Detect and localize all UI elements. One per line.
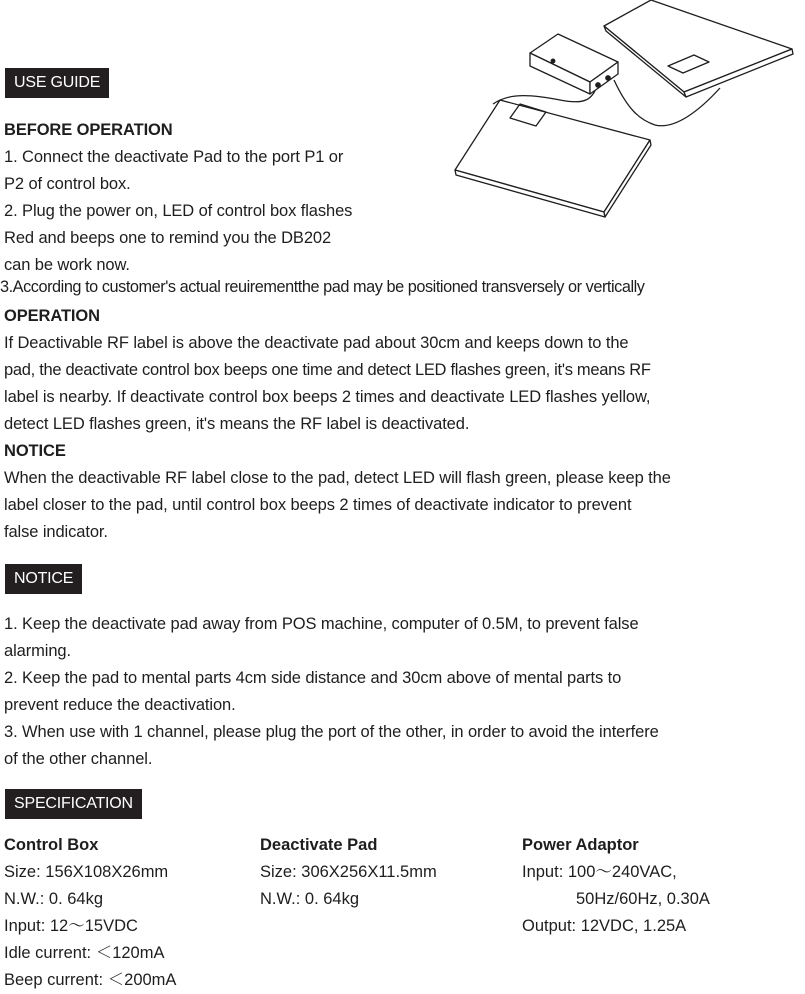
power-adaptor-line-1: Input: 100～240VAC,: [522, 863, 677, 881]
control-box-line-3: Input: 12～15VDC: [4, 917, 138, 935]
power-adaptor-heading: Power Adaptor: [522, 836, 639, 854]
notice-sub-line-2: label closer to the pad, until control box beeps 2 times of deactivate indicator to prevent: [4, 496, 632, 514]
control-box-line-5: Beep current: ＜200mA: [4, 971, 177, 989]
deactivate-pad-heading: Deactivate Pad: [260, 836, 378, 854]
notice-line-5: 3. When use with 1 channel, please plug the port of the other, in order to avoid the interfere: [4, 723, 659, 741]
notice-sub-line-1: When the deactivable RF label close to the pad, detect LED will flash green, please keep the: [4, 469, 671, 487]
notice-line-2: alarming.: [4, 642, 71, 660]
before-line-positioning: 3.According to customer's actual reuirementthe pad may be positioned transversely or vertically: [0, 278, 645, 296]
operation-heading: OPERATION: [4, 307, 100, 325]
before-line-5: can be work now.: [4, 256, 130, 274]
before-line-4: Red and beeps one to remind you the DB202: [4, 229, 332, 247]
notice-line-6: of the other channel.: [4, 750, 153, 768]
operation-line-3: label is nearby. If deactivate control box beeps 2 times and deactivate LED flashes yellow,: [4, 388, 651, 406]
notice-line-3: 2. Keep the pad to mental parts 4cm side distance and 30cm above of mental parts to: [4, 669, 622, 687]
notice-subheading: NOTICE: [4, 442, 66, 460]
operation-line-4: detect LED flashes green, it's means the RF label is deactivated.: [4, 415, 470, 433]
before-line-2: P2 of control box.: [4, 175, 131, 193]
control-box-line-4: Idle current: ＜120mA: [4, 944, 165, 962]
specification-tag: SPECIFICATION: [5, 789, 142, 819]
control-box-heading: Control Box: [4, 836, 99, 854]
notice-line-1: 1. Keep the deactivate pad away from POS machine, computer of 0.5M, to prevent false: [4, 615, 639, 633]
control-box-line-1: Size: 156X108X26mm: [4, 863, 169, 881]
notice-tag: NOTICE: [5, 564, 82, 594]
control-box-line-2: N.W.: 0. 64kg: [4, 890, 104, 908]
notice-line-4: prevent reduce the deactivation.: [4, 696, 236, 714]
use-guide-tag: USE GUIDE: [5, 68, 109, 98]
notice-sub-line-3: false indicator.: [4, 523, 108, 541]
deactivate-pad-line-1: Size: 306X256X11.5mm: [260, 863, 437, 881]
before-line-1: 1. Connect the deactivate Pad to the port P1 or: [4, 148, 344, 166]
power-adaptor-line-3: Output: 12VDC, 1.25A: [522, 917, 687, 935]
deactivate-pad-line-2: N.W.: 0. 64kg: [260, 890, 360, 908]
operation-line-2: pad, the deactivate control box beeps one time and detect LED flashes green, it's means RF: [4, 361, 651, 379]
power-adaptor-line-2: 50Hz/60Hz, 0.30A: [576, 890, 710, 908]
before-operation-heading: BEFORE OPERATION: [4, 121, 173, 139]
before-line-3: 2. Plug the power on, LED of control box flashes: [4, 202, 353, 220]
operation-line-1: If Deactivable RF label is above the deactivate pad about 30cm and keeps down to the: [4, 334, 629, 352]
